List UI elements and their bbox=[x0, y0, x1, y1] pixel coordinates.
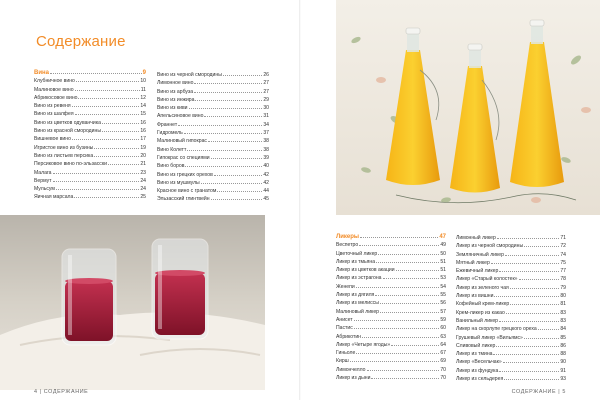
toc-leader-dots bbox=[108, 164, 139, 165]
toc-entry-page-number: 31 bbox=[263, 113, 269, 120]
toc-entry-page-number: 24 bbox=[140, 186, 146, 193]
toc-entry bbox=[34, 119, 146, 127]
toc-entry-title: Грушевый ликер «Вильямс» bbox=[456, 334, 523, 341]
toc-entry-title: Ежевичный ликер bbox=[456, 268, 499, 275]
toc-entry-page-number: 59 bbox=[440, 316, 446, 323]
toc-entry bbox=[336, 308, 446, 316]
toc-entry-page-number: 79 bbox=[560, 284, 566, 291]
toc-entry-page-number: 51 bbox=[440, 267, 446, 274]
toc-entry-title: Малага bbox=[34, 169, 52, 176]
toc-entry-page-number: 27 bbox=[263, 80, 269, 87]
toc-entry-page-number: 84 bbox=[560, 326, 566, 333]
toc-leader-dots bbox=[217, 191, 262, 192]
toc-entry-page-number: 25 bbox=[140, 194, 146, 201]
toc-entry bbox=[456, 284, 566, 292]
toc-entry bbox=[157, 129, 269, 137]
toc-entry-page-number: 57 bbox=[440, 308, 446, 315]
toc-entry bbox=[456, 300, 566, 308]
toc-entry-page-number: 91 bbox=[560, 367, 566, 374]
toc-leader-dots bbox=[189, 108, 263, 109]
toc-entry-title: Ликер из сельдерея bbox=[456, 376, 504, 383]
toc-entry-title: Малиновое вино bbox=[34, 86, 74, 93]
toc-entry-title: Ликер из дыни bbox=[336, 375, 371, 382]
toc-leader-dots bbox=[211, 199, 263, 200]
toc-entry-page-number: 21 bbox=[140, 161, 146, 168]
toc-entry-page-number: 85 bbox=[560, 334, 566, 341]
toc-leader-dots bbox=[494, 296, 559, 297]
toc-entry-page-number: 23 bbox=[140, 169, 146, 176]
toc-leader-dots bbox=[75, 90, 140, 91]
toc-leader-dots bbox=[380, 312, 439, 313]
toc-entry-page-number: 55 bbox=[440, 292, 446, 299]
toc-leader-dots bbox=[367, 370, 440, 371]
toc-leader-dots bbox=[510, 288, 560, 289]
toc-entry-title: Мульсум bbox=[34, 186, 55, 193]
toc-leader-dots bbox=[383, 278, 440, 279]
toc-leader-dots bbox=[505, 255, 559, 256]
toc-entry-title: Вино из шалфея bbox=[34, 111, 74, 118]
toc-entry bbox=[157, 187, 269, 195]
toc-entry bbox=[34, 110, 146, 118]
toc-entry bbox=[456, 267, 566, 275]
toc-entry bbox=[456, 367, 566, 375]
toc-leader-dots bbox=[493, 354, 559, 355]
toc-entry-page-number: 47 bbox=[439, 234, 446, 240]
toc-entry bbox=[336, 366, 446, 374]
toc-leader-dots bbox=[53, 181, 140, 182]
toc-entry-title: Вино Колетт bbox=[157, 146, 187, 153]
toc-entry-title: Абрикотин bbox=[336, 333, 361, 340]
toc-liqueurs-column-1 bbox=[336, 233, 446, 382]
toc-entry bbox=[456, 317, 566, 325]
toc-entry-page-number: 10 bbox=[140, 78, 146, 85]
toc-entry-page-number: 26 bbox=[263, 72, 269, 78]
toc-leader-dots bbox=[223, 75, 262, 76]
toc-leader-dots bbox=[201, 183, 263, 184]
toc-entry bbox=[456, 242, 566, 250]
toc-entry bbox=[336, 341, 446, 349]
toc-entry-page-number: 20 bbox=[140, 152, 146, 159]
toc-leader-dots bbox=[102, 131, 139, 132]
toc-leader-dots bbox=[499, 371, 559, 372]
toc-entry-title: Гипокрас со специями bbox=[157, 154, 210, 161]
toc-section-heading bbox=[34, 69, 146, 77]
toc-entry-page-number: 63 bbox=[440, 333, 446, 340]
toc-entry-title: Ликер из тмьяна bbox=[336, 258, 376, 265]
toc-leader-dots bbox=[375, 295, 439, 296]
toc-entry-title: Ликер из черной смородины bbox=[456, 243, 524, 250]
toc-entry-title: Вино из мушмулы bbox=[157, 179, 200, 186]
toc-leader-dots bbox=[214, 175, 263, 176]
toc-entry-page-number: 42 bbox=[263, 171, 269, 178]
toc-entry-title: Вино из грецких орехов bbox=[157, 171, 213, 178]
toc-entry bbox=[456, 325, 566, 333]
toc-entry bbox=[157, 179, 269, 187]
toc-entry-title: Ликер из вишни bbox=[456, 293, 494, 300]
toc-leader-dots bbox=[538, 329, 560, 330]
toc-entry-page-number: 16 bbox=[140, 119, 146, 126]
toc-entry-page-number: 11 bbox=[140, 86, 146, 93]
toc-entry bbox=[336, 250, 446, 258]
toc-leader-dots bbox=[378, 254, 439, 255]
toc-entry bbox=[157, 121, 269, 129]
toc-entry bbox=[34, 102, 146, 110]
toc-entry-title: Кофейный крем-ликер bbox=[456, 301, 510, 308]
toc-entry-title: Малиновый ликер bbox=[336, 308, 379, 315]
toc-entry-title: Ликер из мелиссы bbox=[336, 300, 379, 307]
toc-entry-page-number: 29 bbox=[263, 96, 269, 103]
toc-entry-title: Вино из листьев персика bbox=[34, 152, 94, 159]
toc-entry-page-number: 77 bbox=[560, 268, 566, 275]
toc-entry bbox=[34, 160, 146, 168]
toc-entry bbox=[336, 283, 446, 291]
toc-entry bbox=[34, 135, 146, 143]
toc-entry-page-number: 17 bbox=[140, 136, 146, 143]
toc-liqueurs-column-2 bbox=[456, 234, 566, 383]
toc-leader-dots bbox=[184, 133, 263, 134]
toc-leader-dots bbox=[53, 173, 140, 174]
toc-entry bbox=[157, 137, 269, 145]
toc-entry-page-number: 78 bbox=[560, 276, 566, 283]
toc-entry-title: Гидромель bbox=[157, 130, 183, 137]
toc-entry-page-number: 50 bbox=[440, 250, 446, 257]
toc-entry-title: Пастис bbox=[336, 325, 353, 332]
toc-entry bbox=[34, 185, 146, 193]
toc-entry bbox=[336, 357, 446, 365]
toc-entry bbox=[34, 193, 146, 201]
toc-entry-title: Кирш bbox=[336, 358, 349, 365]
toc-leader-dots bbox=[354, 328, 440, 329]
toc-entry bbox=[456, 375, 566, 383]
toc-entry-title: Красное вино с гранатом bbox=[157, 188, 217, 195]
toc-leader-dots bbox=[354, 320, 440, 321]
toc-leader-dots bbox=[359, 245, 439, 246]
toc-entry-title: Вермут bbox=[34, 177, 52, 184]
toc-entry bbox=[157, 88, 269, 96]
toc-entry-page-number: 51 bbox=[440, 258, 446, 265]
toc-entry bbox=[456, 350, 566, 358]
toc-entry-page-number: 56 bbox=[440, 300, 446, 307]
toc-entry-page-number: 27 bbox=[263, 88, 269, 95]
toc-entry-title: Ликер из цветков акации bbox=[336, 267, 395, 274]
toc-entry-title: Вино из красной смородины bbox=[34, 128, 101, 135]
toc-entry-page-number: 12 bbox=[140, 94, 146, 101]
toc-entry-page-number: 15 bbox=[140, 111, 146, 118]
toc-entry-title: Ликер «Весельчак» bbox=[456, 359, 502, 366]
toc-leader-dots bbox=[356, 353, 439, 354]
toc-entry bbox=[336, 258, 446, 266]
toc-entry-title: Ликер на скорлупе грецкого ореха bbox=[456, 326, 537, 333]
toc-entry bbox=[336, 349, 446, 357]
toc-entry-page-number: 14 bbox=[140, 103, 146, 110]
toc-entry-page-number: 19 bbox=[140, 144, 146, 151]
toc-entry-page-number: 49 bbox=[440, 242, 446, 249]
page-title: Содержание bbox=[36, 33, 126, 50]
toc-entry-title: Ликеры bbox=[336, 234, 360, 240]
toc-entry bbox=[336, 374, 446, 382]
toc-entry bbox=[157, 162, 269, 170]
toc-entry-title: Вино боров bbox=[157, 163, 185, 170]
toc-leader-dots bbox=[391, 345, 439, 346]
toc-entry-page-number: 9 bbox=[142, 70, 146, 76]
page-gutter bbox=[299, 0, 301, 400]
toc-entry-page-number: 70 bbox=[440, 375, 446, 382]
toc-entry-page-number: 45 bbox=[263, 196, 269, 203]
toc-entry-title: Лимонное вино bbox=[157, 80, 194, 87]
toc-entry-page-number: 60 bbox=[440, 325, 446, 332]
toc-entry bbox=[336, 333, 446, 341]
toc-entry-title: Веспетро bbox=[336, 242, 359, 249]
toc-entry-page-number: 90 bbox=[560, 359, 566, 366]
toc-entry-title: Вино из цветков одуванчика bbox=[34, 119, 101, 126]
page-footer-right: СОДЕРЖАНИЕ | 5 bbox=[511, 389, 566, 395]
toc-entry bbox=[456, 259, 566, 267]
toc-leader-dots bbox=[497, 238, 559, 239]
toc-entry-page-number: 16 bbox=[140, 128, 146, 135]
toc-entry-page-number: 72 bbox=[560, 243, 566, 250]
toc-entry-title: Цветочный ликер bbox=[336, 250, 378, 257]
toc-section-heading bbox=[336, 233, 446, 241]
toc-entry bbox=[157, 171, 269, 179]
toc-entry-title: Ликер «Старый колостек» bbox=[456, 276, 518, 283]
toc-entry bbox=[157, 154, 269, 162]
toc-entry-title: Ликер из тмина bbox=[456, 351, 493, 358]
toc-leader-dots bbox=[356, 287, 440, 288]
toc-leader-dots bbox=[506, 313, 560, 314]
toc-leader-dots bbox=[380, 303, 439, 304]
toc-entry-title: Вино из инжира bbox=[157, 96, 195, 103]
toc-leader-dots bbox=[510, 304, 559, 305]
toc-entry bbox=[34, 169, 146, 177]
toc-entry bbox=[157, 112, 269, 120]
toc-entry bbox=[157, 96, 269, 104]
toc-entry bbox=[336, 299, 446, 307]
toc-leader-dots bbox=[499, 271, 559, 272]
toc-leader-dots bbox=[491, 263, 559, 264]
toc-entry-page-number: 70 bbox=[440, 366, 446, 373]
toc-entry bbox=[456, 309, 566, 317]
toc-entry-title: Вина bbox=[34, 70, 49, 76]
toc-leader-dots bbox=[360, 237, 438, 238]
toc-entry-page-number: 74 bbox=[560, 251, 566, 258]
toc-leader-dots bbox=[72, 106, 140, 107]
toc-leader-dots bbox=[194, 92, 262, 93]
toc-entry-title: Апельсиновое вино bbox=[157, 113, 204, 120]
toc-entry-page-number: 24 bbox=[140, 177, 146, 184]
toc-entry bbox=[34, 94, 146, 102]
toc-leader-dots bbox=[519, 279, 560, 280]
toc-entry bbox=[336, 324, 446, 332]
toc-entry-title: Вино из арбуза bbox=[157, 88, 194, 95]
toc-leader-dots bbox=[94, 156, 139, 157]
toc-entry bbox=[456, 292, 566, 300]
toc-entry-page-number: 75 bbox=[560, 259, 566, 266]
toc-entry-title: Клубничное вино bbox=[34, 78, 75, 85]
toc-entry-title: Ликер из дягиля bbox=[336, 292, 375, 299]
toc-leader-dots bbox=[72, 139, 139, 140]
toc-entry bbox=[456, 342, 566, 350]
toc-entry bbox=[336, 316, 446, 324]
toc-entry-title: Ликер из фундука bbox=[456, 367, 499, 374]
toc-entry-title: Мятный ликер bbox=[456, 259, 490, 266]
toc-entry-title: Малиновый гипокрас bbox=[157, 138, 207, 145]
toc-leader-dots bbox=[211, 158, 263, 159]
toc-leader-dots bbox=[504, 379, 559, 380]
toc-entry-page-number: 39 bbox=[263, 154, 269, 161]
toc-entry-title: Вино из ревеня bbox=[34, 103, 71, 110]
toc-entry bbox=[34, 77, 146, 85]
toc-wines-column-2 bbox=[157, 71, 269, 204]
toc-entry-title: Франнет bbox=[157, 121, 178, 128]
toc-leader-dots bbox=[496, 346, 559, 347]
toc-entry-title: Ликер «Четыре ягоды» bbox=[336, 341, 391, 348]
toc-entry-title: Вино из черной смородины bbox=[157, 72, 222, 78]
toc-entry-page-number: 40 bbox=[263, 163, 269, 170]
toc-entry bbox=[456, 358, 566, 366]
toc-leader-dots bbox=[503, 362, 560, 363]
toc-entry-page-number: 67 bbox=[440, 350, 446, 357]
toc-leader-dots bbox=[208, 141, 262, 142]
toc-entry bbox=[336, 266, 446, 274]
toc-leader-dots bbox=[524, 246, 559, 247]
toc-entry-page-number: 86 bbox=[560, 342, 566, 349]
toc-entry-title: Игристое вино из бузины bbox=[34, 144, 94, 151]
toc-entry-title: Земляничный ликер bbox=[456, 251, 504, 258]
toc-leader-dots bbox=[194, 83, 262, 84]
toc-entry bbox=[456, 275, 566, 283]
toc-leader-dots bbox=[204, 116, 262, 117]
page-footer-left: 4 | СОДЕРЖАНИЕ bbox=[34, 389, 89, 395]
toc-leader-dots bbox=[178, 125, 262, 126]
toc-entry-page-number: 30 bbox=[263, 105, 269, 112]
toc-entry bbox=[456, 334, 566, 342]
toc-leader-dots bbox=[50, 73, 142, 74]
toc-leader-dots bbox=[78, 98, 139, 99]
toc-entry-title: Ликер из зеленого чая bbox=[456, 284, 509, 291]
toc-leader-dots bbox=[396, 270, 440, 271]
toc-entry bbox=[157, 195, 269, 203]
toc-wines-column-1 bbox=[34, 69, 146, 202]
toc-entry-page-number: 69 bbox=[440, 358, 446, 365]
toc-entry-page-number: 71 bbox=[560, 235, 566, 241]
toc-entry bbox=[336, 291, 446, 299]
toc-entry-page-number: 34 bbox=[263, 121, 269, 128]
toc-entry-page-number: 44 bbox=[263, 188, 269, 195]
photo-glasses-of-wine bbox=[0, 215, 265, 390]
photo-liqueur-bottles bbox=[336, 0, 600, 215]
toc-leader-dots bbox=[56, 189, 139, 190]
toc-entry-title: Эльзасский глинтвейн bbox=[157, 196, 210, 203]
toc-entry-page-number: 42 bbox=[263, 179, 269, 186]
toc-leader-dots bbox=[524, 338, 559, 339]
toc-entry bbox=[34, 127, 146, 135]
toc-entry-page-number: 80 bbox=[560, 293, 566, 300]
toc-entry-page-number: 81 bbox=[560, 301, 566, 308]
toc-entry-title: Крем-ликер из какао bbox=[456, 309, 505, 316]
toc-entry-page-number: 64 bbox=[440, 341, 446, 348]
toc-leader-dots bbox=[75, 114, 140, 115]
toc-entry-title: Персиковое вино по-эльзасски bbox=[34, 161, 107, 168]
toc-leader-dots bbox=[371, 378, 439, 379]
toc-entry bbox=[34, 86, 146, 94]
toc-entry bbox=[456, 251, 566, 259]
toc-entry-page-number: 37 bbox=[263, 130, 269, 137]
toc-entry bbox=[157, 79, 269, 87]
toc-leader-dots bbox=[350, 361, 440, 362]
toc-leader-dots bbox=[499, 321, 559, 322]
toc-entry bbox=[157, 104, 269, 112]
toc-entry-title: Ликер из эстрагона bbox=[336, 275, 382, 282]
toc-leader-dots bbox=[94, 148, 139, 149]
toc-leader-dots bbox=[76, 81, 139, 82]
toc-entry-page-number: 93 bbox=[560, 376, 566, 383]
toc-entry-title: Ванильный ликер bbox=[456, 317, 499, 324]
toc-entry-page-number: 83 bbox=[560, 317, 566, 324]
toc-entry bbox=[336, 274, 446, 282]
toc-entry-page-number: 54 bbox=[440, 283, 446, 290]
toc-entry-title: Яичная марсала bbox=[34, 194, 74, 201]
toc-leader-dots bbox=[195, 100, 262, 101]
toc-entry-title: Гиньоле bbox=[336, 350, 356, 357]
toc-entry-title: Лимонный ликер bbox=[456, 235, 496, 241]
toc-entry-title: Вино из киви bbox=[157, 105, 188, 112]
toc-leader-dots bbox=[102, 123, 139, 124]
toc-entry-page-number: 53 bbox=[440, 275, 446, 282]
toc-entry-title: Лимончелло bbox=[336, 366, 366, 373]
toc-leader-dots bbox=[185, 166, 262, 167]
toc-entry bbox=[157, 146, 269, 154]
toc-entry-title: Анисет bbox=[336, 316, 353, 323]
toc-entry-page-number: 38 bbox=[263, 138, 269, 145]
toc-entry bbox=[336, 241, 446, 249]
toc-entry-page-number: 88 bbox=[560, 351, 566, 358]
toc-entry bbox=[456, 234, 566, 242]
toc-entry-title: Женепи bbox=[336, 283, 355, 290]
toc-entry-title: Абрикосовое вино bbox=[34, 94, 78, 101]
toc-leader-dots bbox=[362, 337, 439, 338]
toc-leader-dots bbox=[187, 150, 262, 151]
toc-entry-page-number: 83 bbox=[560, 309, 566, 316]
toc-entry-title: Вишневое вино bbox=[34, 136, 71, 143]
toc-entry-title: Сливовый ликер bbox=[456, 342, 496, 349]
toc-entry bbox=[34, 144, 146, 152]
toc-entry bbox=[157, 71, 269, 79]
toc-leader-dots bbox=[376, 262, 439, 263]
toc-entry bbox=[34, 177, 146, 185]
toc-entry bbox=[34, 152, 146, 160]
toc-leader-dots bbox=[74, 197, 139, 198]
toc-entry-page-number: 38 bbox=[263, 146, 269, 153]
